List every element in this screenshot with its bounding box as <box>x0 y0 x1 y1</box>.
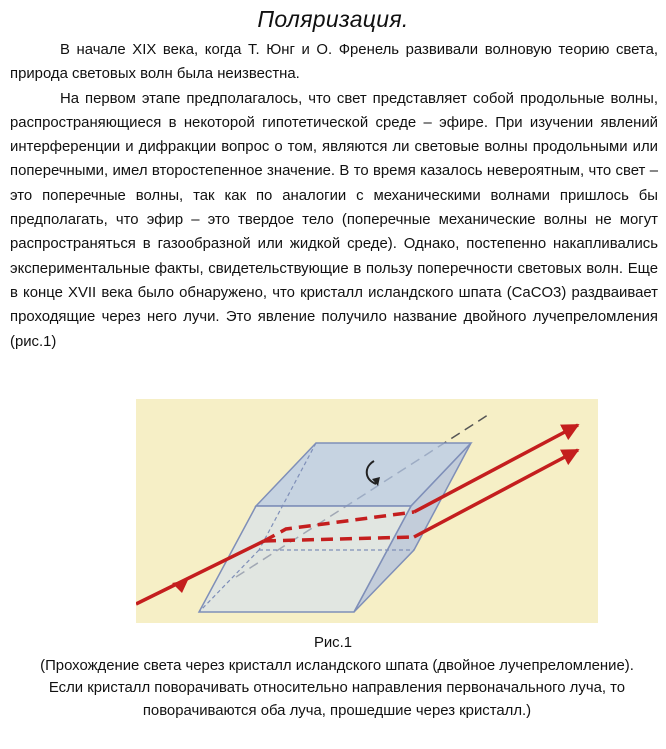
birefringence-figure <box>136 399 598 623</box>
figure-description: (Прохождение света через кристалл исландского шпата (двойное лучепреломление). Если кристалл поворачивать относительно направления первоначального луча, то поворачиваются оба луча, прошедшие через кристалл.) <box>40 657 634 719</box>
paragraph-2: На первом этапе предполагалось, что свет представляет собой продольные волны, распространяющиеся в некоторой гипотетической среде – эфире. При изучении явлений интерференции и дифракции вопрос о том, являются ли световые волны продольными или поперечными, имел второстепенное значение. В то время казалось невероятным, что свет – это поперечные волны, так как по аналогии с механическими волнами пришлось бы предполагать, что эфир – это твердое тело (поперечные механические волны не могут распространяться в газообразной или жидкой среде). Однако, постепенно накапливались экспериментальные факты, свидетельствующие в пользу поперечности световых волн. Еще в конце XVII века было обнаружено, что кристалл исландского шпата (CaCO3) раздваивает проходящие через него лучи. Это явление получило название двойного лучепреломления (рис.1) <box>10 90 658 350</box>
paragraph-1: В начале XIX века, когда Т. Юнг и О. Френель развивали волновую теорию света, природа световых волн была неизвестна. <box>10 42 658 83</box>
figure-caption <box>0 632 666 722</box>
figure-label: Рис.1 <box>313 635 353 651</box>
birefringence-illustration <box>136 399 598 623</box>
body-text <box>10 38 658 354</box>
page-title: Поляризация. <box>257 6 409 32</box>
